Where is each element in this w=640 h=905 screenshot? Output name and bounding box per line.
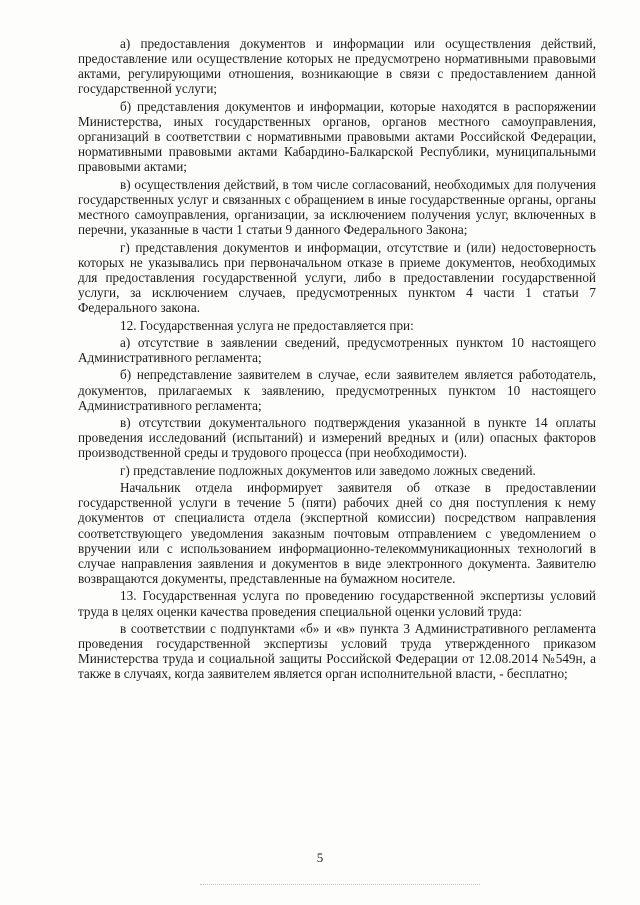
paragraph-12v: в) отсутствии документального подтверждения указанной в пункте 14 оплаты проведения исследований (испытаний) и измерений вредных и (или) опасных факторов производственной среды и трудового процесса (при необходимости). <box>78 415 596 461</box>
document-body <box>78 36 596 684</box>
paragraph-11v: в) осуществления действий, в том числе согласований, необходимых для получения государственных услуг и связанных с обращением в иные государственные органы, органы местного самоуправления, организации, за исключением получения услуг, включенных в перечни, указанные в части 1 статьи 9 данного Федерального Закона; <box>78 176 596 238</box>
paragraph-12-heading: 12. Государственная услуга не предоставляется при: <box>120 317 414 333</box>
paragraph-11g: г) представления документов и информации, отсутствие и (или) недостоверность которых не указывались при первоначальном отказе в приеме документов, необходимых для предоставления государственной услуги, либо в предоставлении государственной услуги, за исключением случаев, предусмотренных пунктом 4 части 1 статьи 7 Федерального закона. <box>78 239 596 316</box>
page-number: 5 <box>316 850 324 865</box>
paragraph-11a: а) предоставления документов и информации или осуществления действий, предоставление или осуществление которых не предусмотрено нормативными правовыми актами, регулирующими отношения, возникающие в связи с предоставлением данной государственной услуги; <box>78 36 596 97</box>
paragraph-12b: б) непредставление заявителем в случае, если заявителем является работодатель, документов, прилагаемых к заявлению, предусмотренных пунктом 10 настоящего Административного регламента; <box>78 367 596 413</box>
paragraph-refusal-notice: Начальник отдела информирует заявителя об отказе в предоставлении государственной услуги в течение 5 (пяти) рабочих дней со дня поступления к нему документов от специалиста отдела (экспертной комиссии) посредством направления соответствующего уведомления заказным почтовым отправлением с уведомлением о вручении или с использованием информационно-телекоммуникационных технологий в случае направления заявления и документов в виде электронного документа. Заявителю возвращаются документы, представленные на бумажном носителе. <box>78 480 596 586</box>
paragraph-12g: г) представление подложных документов или заведомо ложных сведений. <box>120 462 536 478</box>
scan-edge-marks <box>200 884 480 887</box>
paragraph-12a: а) отсутствие в заявлении сведений, предусмотренных пунктом 10 настоящего Административного регламента; <box>78 334 596 366</box>
paragraph-13-free: в соответствии с подпунктами «б» и «в» пункта 3 Административного регламента проведения государственной экспертизы условий труда утвержденного приказом Министерства труда и социальной защиты Российской Федерации от 12.08.2014 №549н, а также в случаях, когда заявителем является орган исполнительной власти, - бесплатно; <box>78 620 596 682</box>
paragraph-11b: б) представления документов и информации, которые находятся в распоряжении Министерства, иных государственных органов, органов местного самоуправления, организаций в соответствии с нормативными правовыми актами Российской Федерации, нормативными правовыми актами Кабардино-Балкарской Республики, муниципальными правовыми актами; <box>78 98 596 175</box>
paragraph-13-heading: 13. Государственная услуга по проведению государственной экспертизы условий труда в целях оценки качества проведения специальной оценки условий труда: <box>78 588 596 619</box>
